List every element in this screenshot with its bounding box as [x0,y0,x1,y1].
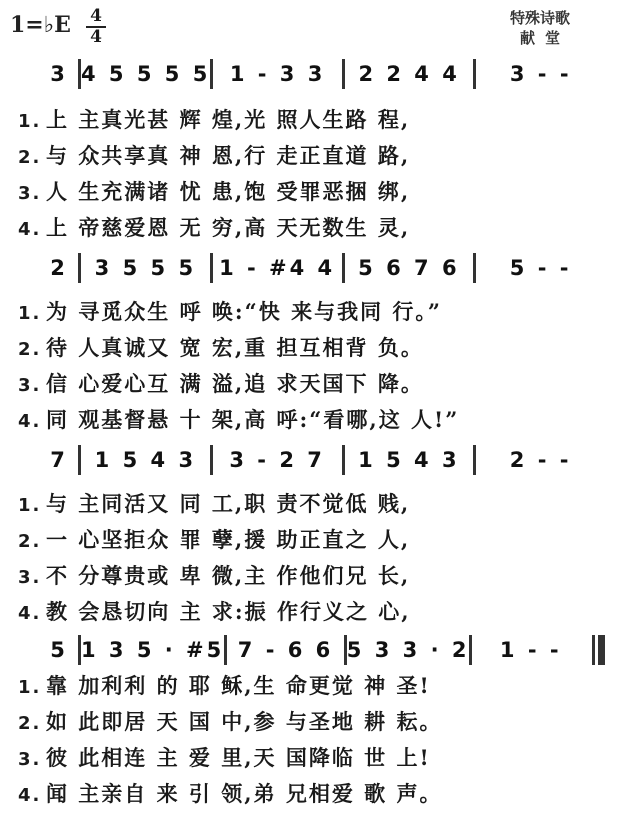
verse-number: 2. [18,147,42,168]
verse-number: 3. [18,749,42,770]
measure: 5 6 7 6 [358,256,460,280]
measure: 3 - - [509,62,572,86]
credit-line-2: 献堂 [520,29,571,47]
lyric-line [18,178,613,206]
notes-row-1 [40,56,605,92]
lyric-text: 待 人真诚又 宽 宏,重 担互相背 负。 [46,335,424,360]
pickup-note: 3 [50,62,68,86]
lyric-text: 与 众共享真 神 恩,行 走正直道 路, [46,143,411,168]
lyric-line [18,490,613,518]
notes-row-3 [40,442,605,478]
lyric-text: 上 主真光甚 辉 煌,光 照人生路 程, [46,107,411,132]
pickup-note: 5 [50,638,68,662]
final-bar-thin [592,635,595,665]
lyric-line [18,406,613,434]
time-signature [86,8,106,46]
lyric-text: 一 心坚拒众 罪 孽,援 助正直之 人, [46,527,411,552]
measure: 2 2 4 4 [358,62,460,86]
measure: 5 3 3 · 2 [346,638,470,662]
lyric-text: 不 分尊贵或 卑 微,主 作他们兄 长, [46,563,411,588]
lyric-line [18,708,613,736]
lyric-text: 靠 加利利 的 耶 稣,生 命更觉 神 圣! [46,673,431,698]
pickup-note: 7 [50,448,68,472]
lyric-line [18,562,613,590]
verse-number: 2. [18,531,42,552]
lyric-text: 教 会恳切向 主 求:振 作行义之 心, [46,599,411,624]
credit-line-1: 特殊诗歌 [510,9,571,27]
verse-number: 1. [18,111,42,132]
measure: 1 - - [499,638,562,662]
measure: 4 5 5 5 5 [81,62,211,86]
verse-number: 2. [18,339,42,360]
lyric-text: 闻 主亲自 来 引 领,弟 兄相爱 歌 声。 [46,781,443,806]
lyric-line [18,672,613,700]
lyric-line [18,106,613,134]
verse-number: 3. [18,567,42,588]
verse-number: 2. [18,713,42,734]
verse-number: 1. [18,303,42,324]
measure: 1 - #4 4 [219,256,336,280]
time-numerator: 4 [90,6,102,26]
measure: 2 - - [509,448,572,472]
verse-number: 1. [18,495,42,516]
verse-number: 3. [18,183,42,204]
notes-row-4 [40,632,605,668]
measure: 3 - 2 7 [229,448,325,472]
lyric-line [18,526,613,554]
measure: 3 5 5 5 [94,256,197,280]
lyric-text: 同 观基督悬 十 架,高 呼:“看哪,这 人!” [46,407,460,432]
measure: 1 5 4 3 [358,448,460,472]
lyric-line [18,780,613,808]
lyric-text: 与 主同活又 同 工,职 责不觉低 贱, [46,491,411,516]
verse-number: 4. [18,411,42,432]
lyric-line [18,598,613,626]
lyric-text: 人 生充满诸 忧 患,饱 受罪恶捆 绑, [46,179,411,204]
lyric-line [18,334,613,362]
verse-number: 1. [18,677,42,698]
verse-number: 4. [18,603,42,624]
measure: 7 - 6 6 [237,638,334,662]
lyric-text: 如 此即居 天 国 中,参 与圣地 耕 耘。 [46,709,443,734]
final-bar-thick [598,635,605,665]
lyric-text: 为 寻觅众生 呼 唤:“快 来与我同 行。” [46,299,442,324]
lyric-text: 信 心爱心互 满 溢,追 求天国下 降。 [46,371,424,396]
lyric-text: 上 帝慈爱恩 无 穷,高 天无数生 灵, [46,215,411,240]
measure: 5 - - [509,256,572,280]
credit-block [510,8,606,48]
measure: 1 3 5 · #5 [81,638,225,662]
measure: 1 - 3 3 [229,62,326,86]
lyric-text: 彼 此相连 主 爱 里,天 国降临 世 上! [46,745,431,770]
measure: 1 5 4 3 [94,448,197,472]
lyric-line [18,142,613,170]
lyric-line [18,370,613,398]
notes-row-2 [40,250,605,286]
time-denominator: 4 [90,27,102,47]
pickup-note: 2 [50,256,68,280]
verse-number: 4. [18,219,42,240]
lyric-line [18,298,613,326]
verse-number: 4. [18,785,42,806]
key-signature: 1=♭E [10,12,71,38]
verse-number: 3. [18,375,42,396]
lyric-line [18,744,613,772]
lyric-line [18,214,613,242]
